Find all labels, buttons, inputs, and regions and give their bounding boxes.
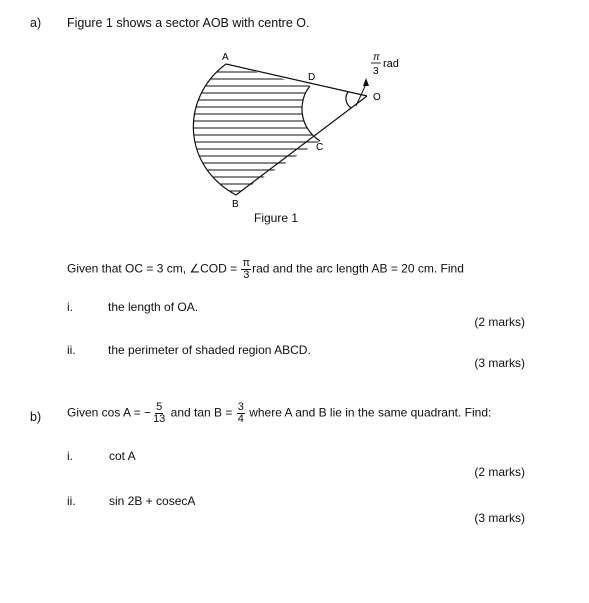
label-c: C bbox=[316, 142, 324, 153]
question-text: the perimeter of shaded region ABCD. bbox=[108, 343, 311, 357]
angle-arc bbox=[346, 92, 351, 108]
label-o: O bbox=[373, 92, 381, 103]
given-text-2: and tan B = bbox=[170, 405, 236, 420]
label-d: D bbox=[308, 72, 316, 83]
part-a-intro: Figure 1 shows a sector AOB with centre O. bbox=[67, 16, 310, 30]
fraction-denominator: 13 bbox=[153, 413, 166, 425]
question-number: ii. bbox=[67, 494, 76, 508]
fraction-numerator: 5 bbox=[156, 401, 163, 413]
question-number: i. bbox=[67, 300, 73, 314]
part-a-label: a) bbox=[30, 16, 42, 30]
sector-figure bbox=[180, 48, 410, 216]
tan-fraction bbox=[237, 402, 245, 425]
fraction-numerator: 3 bbox=[237, 401, 244, 413]
cos-fraction bbox=[152, 402, 166, 425]
fraction-numerator: π bbox=[242, 257, 251, 269]
question-number: ii. bbox=[67, 343, 76, 357]
given-text-3: where A and B lie in the same quadrant. Find: bbox=[249, 405, 492, 420]
label-a: A bbox=[222, 52, 229, 63]
part-b-label: b) bbox=[30, 410, 42, 424]
label-b: B bbox=[232, 199, 239, 210]
arc-ab bbox=[193, 64, 236, 195]
marks-label: (2 marks) bbox=[474, 465, 525, 479]
angle-unit: rad bbox=[383, 58, 399, 70]
line-oa bbox=[226, 64, 367, 96]
marks-label: (3 marks) bbox=[474, 356, 525, 370]
question-text: sin 2B + cosecA bbox=[109, 494, 196, 508]
fraction-denominator: 3 bbox=[243, 269, 250, 281]
fraction-denominator: 4 bbox=[237, 413, 244, 425]
arrowhead-icon bbox=[363, 78, 369, 86]
part-a-given bbox=[67, 258, 464, 281]
marks-label: (2 marks) bbox=[474, 315, 525, 329]
angle-numerator: π bbox=[373, 52, 380, 63]
question-number: i. bbox=[67, 449, 73, 463]
given-text-1: Given cos A = − bbox=[67, 405, 152, 420]
given-text-1: Given that OC = 3 cm, ∠COD = bbox=[67, 261, 241, 276]
figure-caption: Figure 1 bbox=[254, 211, 299, 225]
angle-fraction bbox=[241, 258, 251, 281]
question-text: cot A bbox=[109, 449, 136, 463]
marks-label: (3 marks) bbox=[474, 511, 525, 525]
given-text-2: rad and the arc length AB = 20 cm. Find bbox=[252, 261, 464, 276]
question-text: the length of OA. bbox=[108, 300, 199, 314]
angle-denominator: 3 bbox=[373, 66, 379, 77]
part-b-given bbox=[67, 402, 491, 425]
arc-cd bbox=[302, 86, 320, 141]
